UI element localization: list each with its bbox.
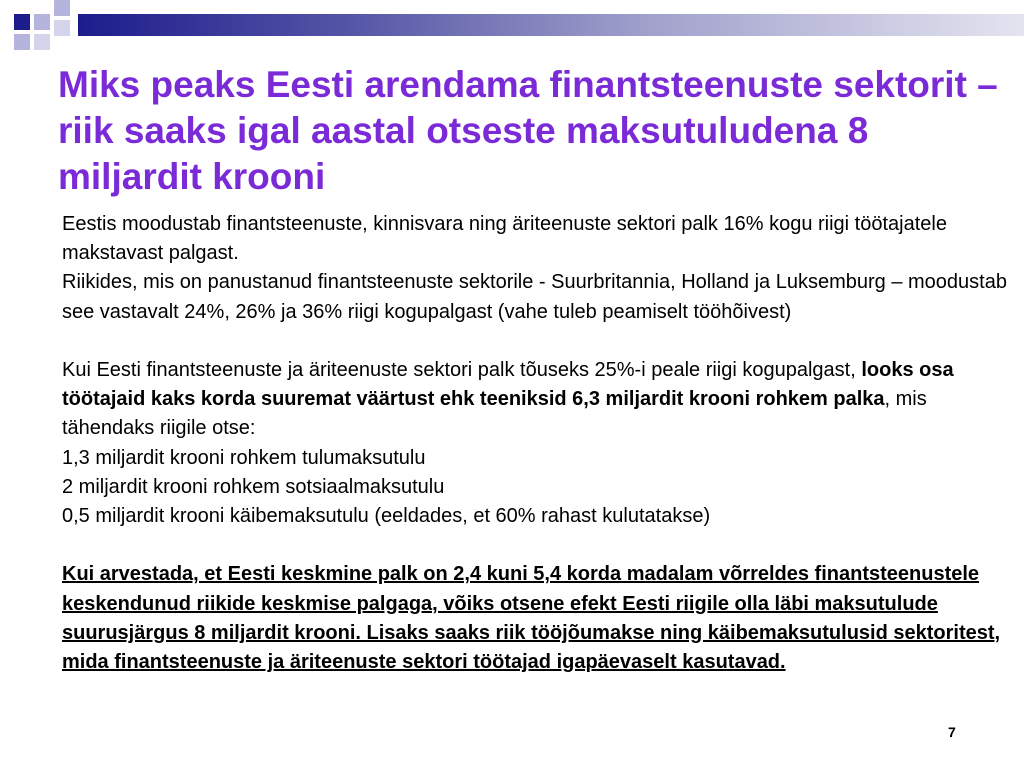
scenario-emphasis: looks osa töötajaid kaks korda suuremat väärtust ehk teeniksid 6,3 miljardit krooni rohkem palka <box>62 359 954 411</box>
tax-line-vat: 0,5 miljardit krooni käibemaksutulu (eeldades, et 60% rahast kulutatakse) <box>62 505 711 528</box>
scenario-text: Kui Eesti finantsteenuste ja äriteenuste sektori palk tõuseks 25%-i peale riigi kogupalgast, <box>62 359 862 381</box>
tax-line-income: 1,3 miljardit krooni rohkem tulumaksutulu <box>62 446 426 469</box>
paragraph-scenario <box>62 356 1012 444</box>
spacer <box>62 327 1012 356</box>
slide-title: Miks peaks Eesti arendama finantsteenuste sektorit – riik saaks igal aastal otseste maksutuludena 8 miljardit krooni <box>58 64 998 197</box>
tax-line-social: 2 miljardit krooni rohkem sotsiaalmaksutulu <box>62 475 445 498</box>
decor-square-light <box>34 34 50 50</box>
spacer <box>62 531 1012 560</box>
page-number: 7 <box>948 724 956 740</box>
paragraph-comparison: Riikides, mis on panustanud finantsteenuste sektorile - Suurbritannia, Holland ja Luksemburg – moodustab see vastavalt 24%, 26% ja 36% riigi kogupalgast (vahe tuleb peamiselt tööhõivest) <box>62 271 1007 323</box>
decor-square-light <box>54 20 70 36</box>
decor-square-light <box>54 0 70 16</box>
header-gradient-bar <box>78 14 1024 36</box>
decor-square-dark <box>14 14 30 30</box>
paragraph-intro: Eestis moodustab finantsteenuste, kinnisvara ning äriteenuste sektori palk 16% kogu riigi töötajatele makstavast palgast. <box>62 213 947 265</box>
decor-square-light <box>34 14 50 30</box>
paragraph-conclusion: Kui arvestada, et Eesti keskmine palk on 2,4 kuni 5,4 korda madalam võrreldes finantsteenustele keskendunud riikide keskmise palgaga, võiks otsene efekt Eesti riigile olla läbi maksutulude suurusjärgus 8 miljardit krooni. Lisaks saaks riik tööjõumakse ning käibemaksutulusid sektoritest, mida finantsteenuste ja äriteenuste sektori töötajad igapäevaselt kasutavad. <box>62 563 1001 674</box>
decor-square-light <box>14 34 30 50</box>
scenario-tail: , mis tähendaks riigile otse: <box>62 388 927 440</box>
slide-body <box>62 210 1012 677</box>
